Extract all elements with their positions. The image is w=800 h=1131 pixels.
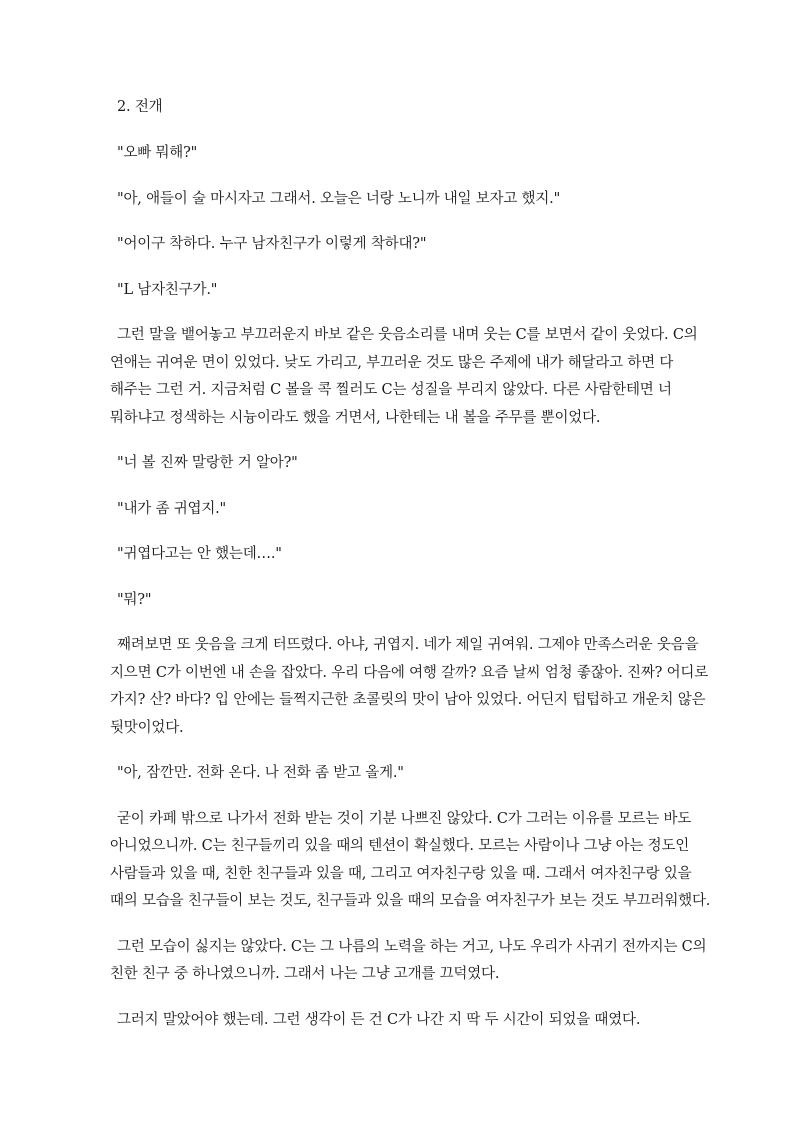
paragraph-line: "아, 잠깐만. 전화 온다. 나 전화 좀 받고 올게." bbox=[117, 765, 404, 781]
paragraph-line: 그런 말을 뱉어놓고 부끄러운지 바보 같은 웃음소리를 내며 웃는 C를 보면서 같이 웃었다. C의 bbox=[117, 327, 698, 343]
paragraph-line: 그런 모습이 싫지는 않았다. C는 그 나름의 노력을 하는 거고, 나도 우리가 사귀기 전까지는 C의 bbox=[117, 938, 707, 955]
paragraph bbox=[110, 632, 709, 742]
paragraph-line: "내가 좀 귀엽지." bbox=[117, 500, 227, 517]
paragraph-line: "L 남자친구가." bbox=[117, 281, 218, 298]
paragraph bbox=[110, 140, 700, 168]
paragraph-line: "귀엽다고는 안 했는데…." bbox=[117, 546, 282, 562]
paragraph-line: 사람들과 있을 때, 친한 친구들과 있을 때, 그리고 여자친구랑 있을 때. 그래서 여자친구랑 있을 bbox=[110, 865, 692, 882]
paragraph-line: 연애는 귀여운 면이 있었다. 낮도 가리고, 부끄러운 것도 많은 주제에 내가 해달라고 하면 다 bbox=[110, 354, 674, 371]
paragraph-line: 뭐하냐고 정색하는 시늉이라도 했을 거면서, 나한테는 내 볼을 주무를 뿐이었다. bbox=[110, 409, 601, 426]
paragraph-line: 가지? 산? 바다? 입 안에는 들쩍지근한 초콜릿의 맛이 남아 있었다. 어딘지 텁텁하고 개운치 않은 bbox=[110, 692, 706, 708]
paragraph-line: "뭐?" bbox=[117, 591, 152, 608]
section-heading: 2. 전개 bbox=[117, 99, 163, 115]
paragraph-line: 때의 모습을 친구들이 보는 것도, 친구들과 있을 때의 모습을 여자친구가 보는 것도 부끄러워했다. bbox=[110, 893, 711, 909]
paragraph-line: "아, 애들이 술 마시자고 그래서. 오늘은 너랑 노니까 내일 보자고 했지." bbox=[117, 190, 561, 207]
document-body bbox=[110, 140, 711, 1034]
paragraph bbox=[110, 450, 700, 478]
paragraph-line: 해주는 그런 거. 지금처럼 C 볼을 콕 찔러도 C는 성질을 부리지 않았다. 다른 사람한테면 너 bbox=[110, 382, 672, 398]
paragraph bbox=[110, 277, 700, 305]
paragraph-line: 친한 친구 중 하나였으니까. 그래서 나는 그냥 고개를 끄덕였다. bbox=[110, 966, 500, 982]
paragraph bbox=[110, 934, 707, 989]
paragraph-line: 지으면 C가 이번엔 내 손을 잡았다. 우리 다음에 여행 갈까? 요즘 날씨 엄청 좋잖아. 진짜? 어디로 bbox=[110, 664, 709, 681]
paragraph-line: 째려보면 또 웃음을 크게 터뜨렸다. 아냐, 귀엽지. 네가 제일 귀여워. 그제야 만족스러운 웃음을 bbox=[117, 637, 699, 653]
paragraph bbox=[110, 541, 700, 569]
paragraph bbox=[110, 806, 711, 916]
paragraph-line: "어이구 착하다. 누구 남자친구가 이렇게 착하대?" bbox=[117, 236, 427, 252]
paragraph-line: 아니었으니까. C는 친구들끼리 있을 때의 텐션이 확실했다. 모르는 사람이나 그냥 아는 정도인 bbox=[110, 838, 690, 854]
paragraph-line: 그러지 말았어야 했는데. 그런 생각이 든 건 C가 나간 지 딱 두 시간이 되었을 때였다. bbox=[117, 1011, 641, 1028]
paragraph bbox=[110, 760, 700, 788]
paragraph-line: "너 볼 진짜 말랑한 거 알아?" bbox=[117, 455, 298, 471]
paragraph-line: 뒷맛이었다. bbox=[110, 719, 184, 736]
paragraph bbox=[110, 1007, 700, 1035]
paragraph bbox=[110, 496, 700, 524]
paragraph bbox=[110, 186, 700, 214]
paragraph-line: 굳이 카페 밖으로 나가서 전화 받는 것이 기분 나쁘진 않았다. C가 그러는 이유를 모르는 바도 bbox=[117, 810, 692, 827]
paragraph bbox=[110, 231, 700, 259]
paragraph-line: "오빠 뭐해?" bbox=[117, 145, 198, 161]
paragraph bbox=[110, 322, 700, 432]
paragraph bbox=[110, 587, 700, 615]
